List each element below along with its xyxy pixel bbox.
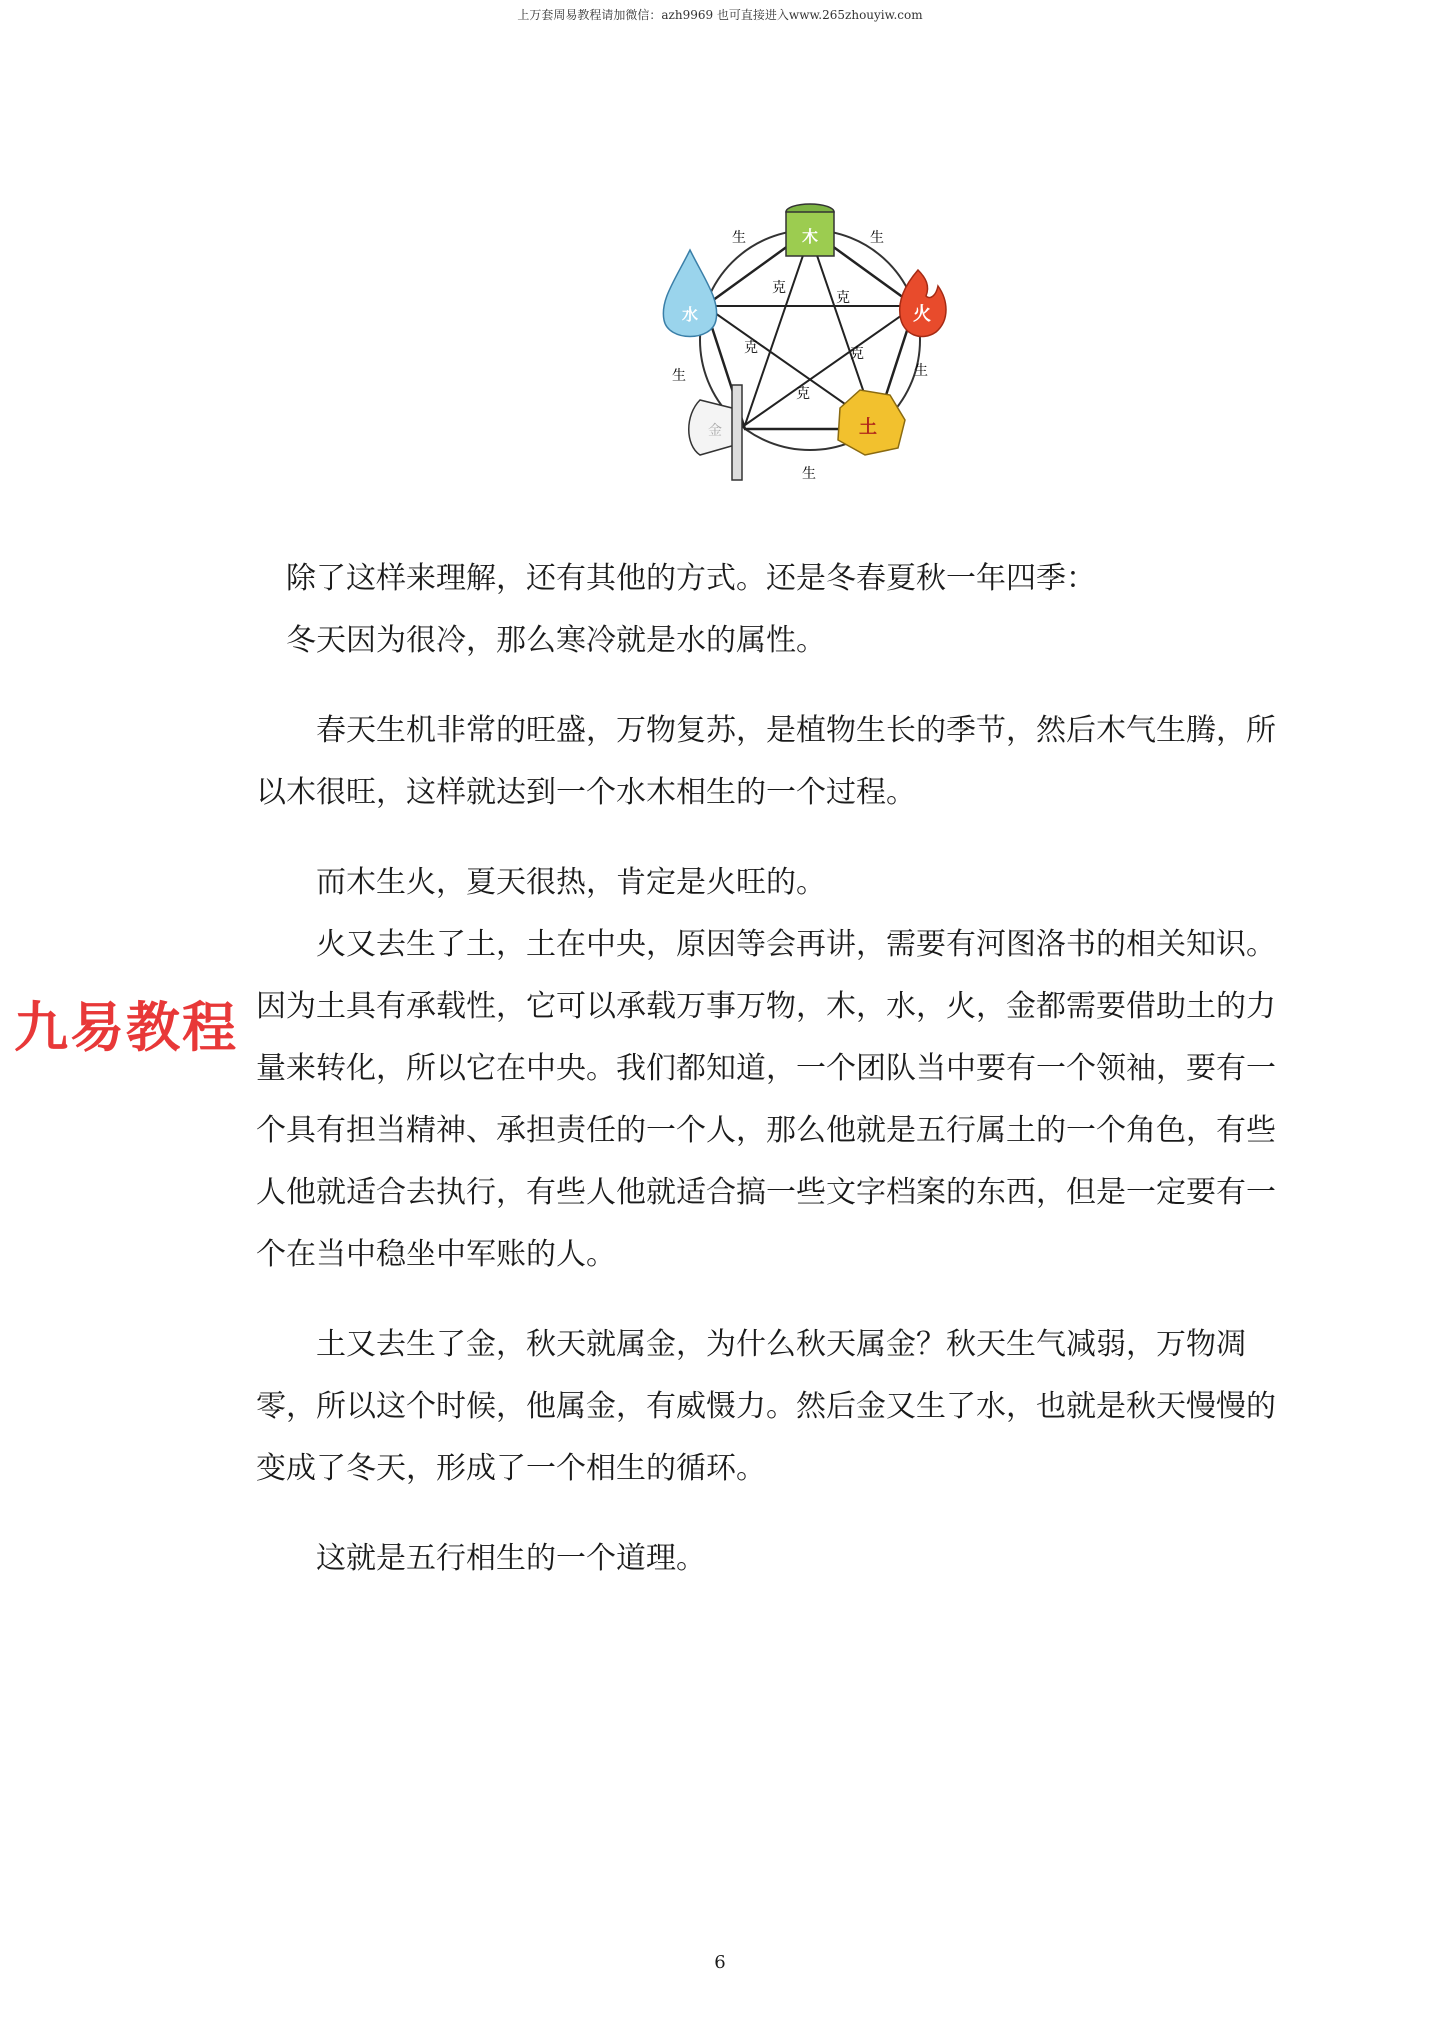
paragraph: 而木生火，夏天很热，肯定是火旺的。 <box>316 865 826 900</box>
generate-label: 生 <box>914 363 928 379</box>
paragraph: 除了这样来理解，还有其他的方式。还是冬春夏秋一年四季： <box>286 561 1096 596</box>
paragraph: 冬天因为很冷，那么寒冷就是水的属性。 <box>286 623 826 658</box>
overcome-label: 克 <box>796 386 810 402</box>
overcome-label: 克 <box>850 346 864 362</box>
overcome-label: 克 <box>744 340 758 356</box>
earth-label: 土 <box>859 417 877 438</box>
generate-label: 生 <box>802 466 816 482</box>
paragraph: 这就是五行相生的一个道理。 <box>316 1541 706 1576</box>
page-header: 上万套周易教程请加微信：azh9969 也可直接进入www.265zhouyiw.com <box>517 8 923 22</box>
five-elements-diagram <box>660 190 960 490</box>
body-text <box>256 548 1281 1590</box>
overcome-label: 克 <box>836 290 850 306</box>
generate-label: 生 <box>732 230 746 246</box>
generate-label: 生 <box>672 368 686 384</box>
overcome-label: 克 <box>772 280 786 296</box>
fire-label: 火 <box>913 304 931 325</box>
paragraph: 土又去生了金，秋天就属金，为什么秋天属金？秋天生气减弱，万物凋零，所以这个时候，他属金，有威慑力。然后金又生了水，也就是秋天慢慢的变成了冬天，形成了一个相生的循环。 <box>256 1327 1276 1486</box>
metal-label: 金 <box>708 423 722 439</box>
paragraph: 火又去生了土，土在中央，原因等会再讲，需要有河图洛书的相关知识。因为土具有承载性，它可以承载万事万物，木，水，火，金都需要借助土的力量来转化，所以它在中央。我们都知道，一个团队当中要有一个领袖，要有一个具有担当精神、承担责任的一个人，那么他就是五行属土的一个角色，有些人他就适合去执行，有些人他就适合搞一些文字档案的东西，但是一定要有一个在当中稳坐中军账的人。 <box>256 927 1276 1272</box>
watermark-text: 九易教程 <box>14 996 238 1059</box>
wood-label: 木 <box>801 227 819 246</box>
page-number: 6 <box>714 1952 726 1973</box>
generate-label: 生 <box>870 230 884 246</box>
paragraph: 春天生机非常的旺盛，万物复苏，是植物生长的季节，然后木气生腾，所以木很旺，这样就达到一个水木相生的一个过程。 <box>256 713 1276 810</box>
water-label: 水 <box>681 305 699 324</box>
